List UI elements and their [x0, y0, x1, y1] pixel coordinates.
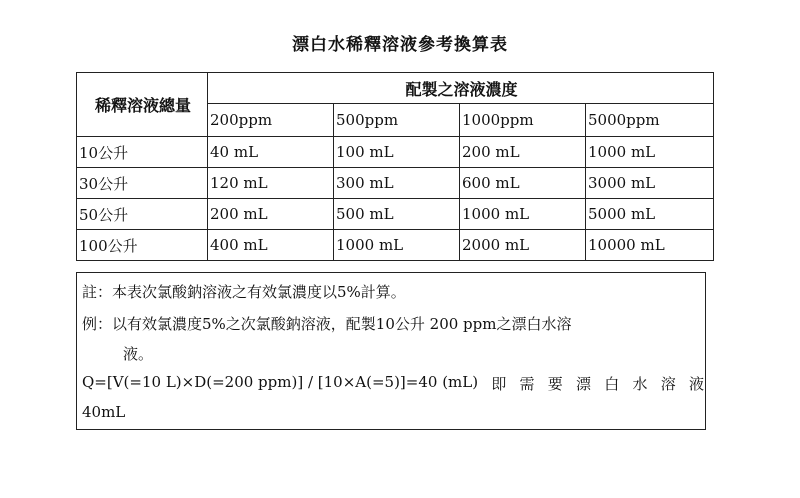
amount-cell: 400 mL [208, 230, 334, 261]
concentration-header: 200ppm [208, 104, 334, 137]
formula-result: 40mL [82, 403, 126, 421]
amount-cell: 500 mL [334, 199, 460, 230]
amount-cell: 600 mL [460, 168, 586, 199]
amount-cell: 200 mL [460, 137, 586, 168]
dilution-table [76, 72, 714, 261]
formula-word: 水 [632, 375, 648, 393]
formula-word: 漂 [576, 375, 592, 393]
amount-cell: 40 mL [208, 137, 334, 168]
formula-word: 需 [519, 375, 535, 393]
amount-cell: 1000 mL [334, 230, 460, 261]
amount-cell: 300 mL [334, 168, 460, 199]
formula-word: 溶 [660, 375, 676, 393]
table-row [77, 230, 714, 261]
formula-text: Q=[V(=10 L)×D(=200 ppm)] / [10×A(=5)]=40 (mL) [82, 373, 479, 391]
formula-word: 即 [491, 375, 507, 393]
amount-cell: 1000 mL [586, 137, 714, 168]
amount-cell: 100 mL [334, 137, 460, 168]
amount-cell: 1000 mL [460, 199, 586, 230]
formula-word: 白 [604, 375, 620, 393]
formula-line [82, 373, 704, 394]
note-text: 註：本表次氯酸鈉溶液之有效氯濃度以5%計算。 [82, 283, 406, 301]
concentration-header: 1000ppm [460, 104, 586, 137]
formula-word: 液 [688, 375, 704, 393]
example-text: 例：以有效氯濃度5%之次氯酸鈉溶液，配製10公升 200 ppm之漂白水溶 [82, 315, 572, 333]
example-text-continued: 液。 [123, 345, 154, 363]
concentration-header: 500ppm [334, 104, 460, 137]
col-header-concentration: 配製之溶液濃度 [208, 73, 714, 104]
notes-box [76, 272, 706, 430]
volume-cell: 10公升 [77, 137, 208, 168]
amount-cell: 120 mL [208, 168, 334, 199]
concentration-header: 5000ppm [586, 104, 714, 137]
formula-word: 要 [547, 375, 563, 393]
amount-cell: 200 mL [208, 199, 334, 230]
amount-cell: 10000 mL [586, 230, 714, 261]
amount-cell: 2000 mL [460, 230, 586, 261]
amount-cell: 5000 mL [586, 199, 714, 230]
table-row [77, 199, 714, 230]
amount-cell: 3000 mL [586, 168, 714, 199]
table-row [77, 137, 714, 168]
table-row [77, 168, 714, 199]
volume-cell: 100公升 [77, 230, 208, 261]
row-header-total-volume: 稀釋溶液總量 [77, 73, 208, 137]
document-title: 漂白水稀釋溶液參考換算表 [292, 35, 508, 55]
volume-cell: 50公升 [77, 199, 208, 230]
volume-cell: 30公升 [77, 168, 208, 199]
